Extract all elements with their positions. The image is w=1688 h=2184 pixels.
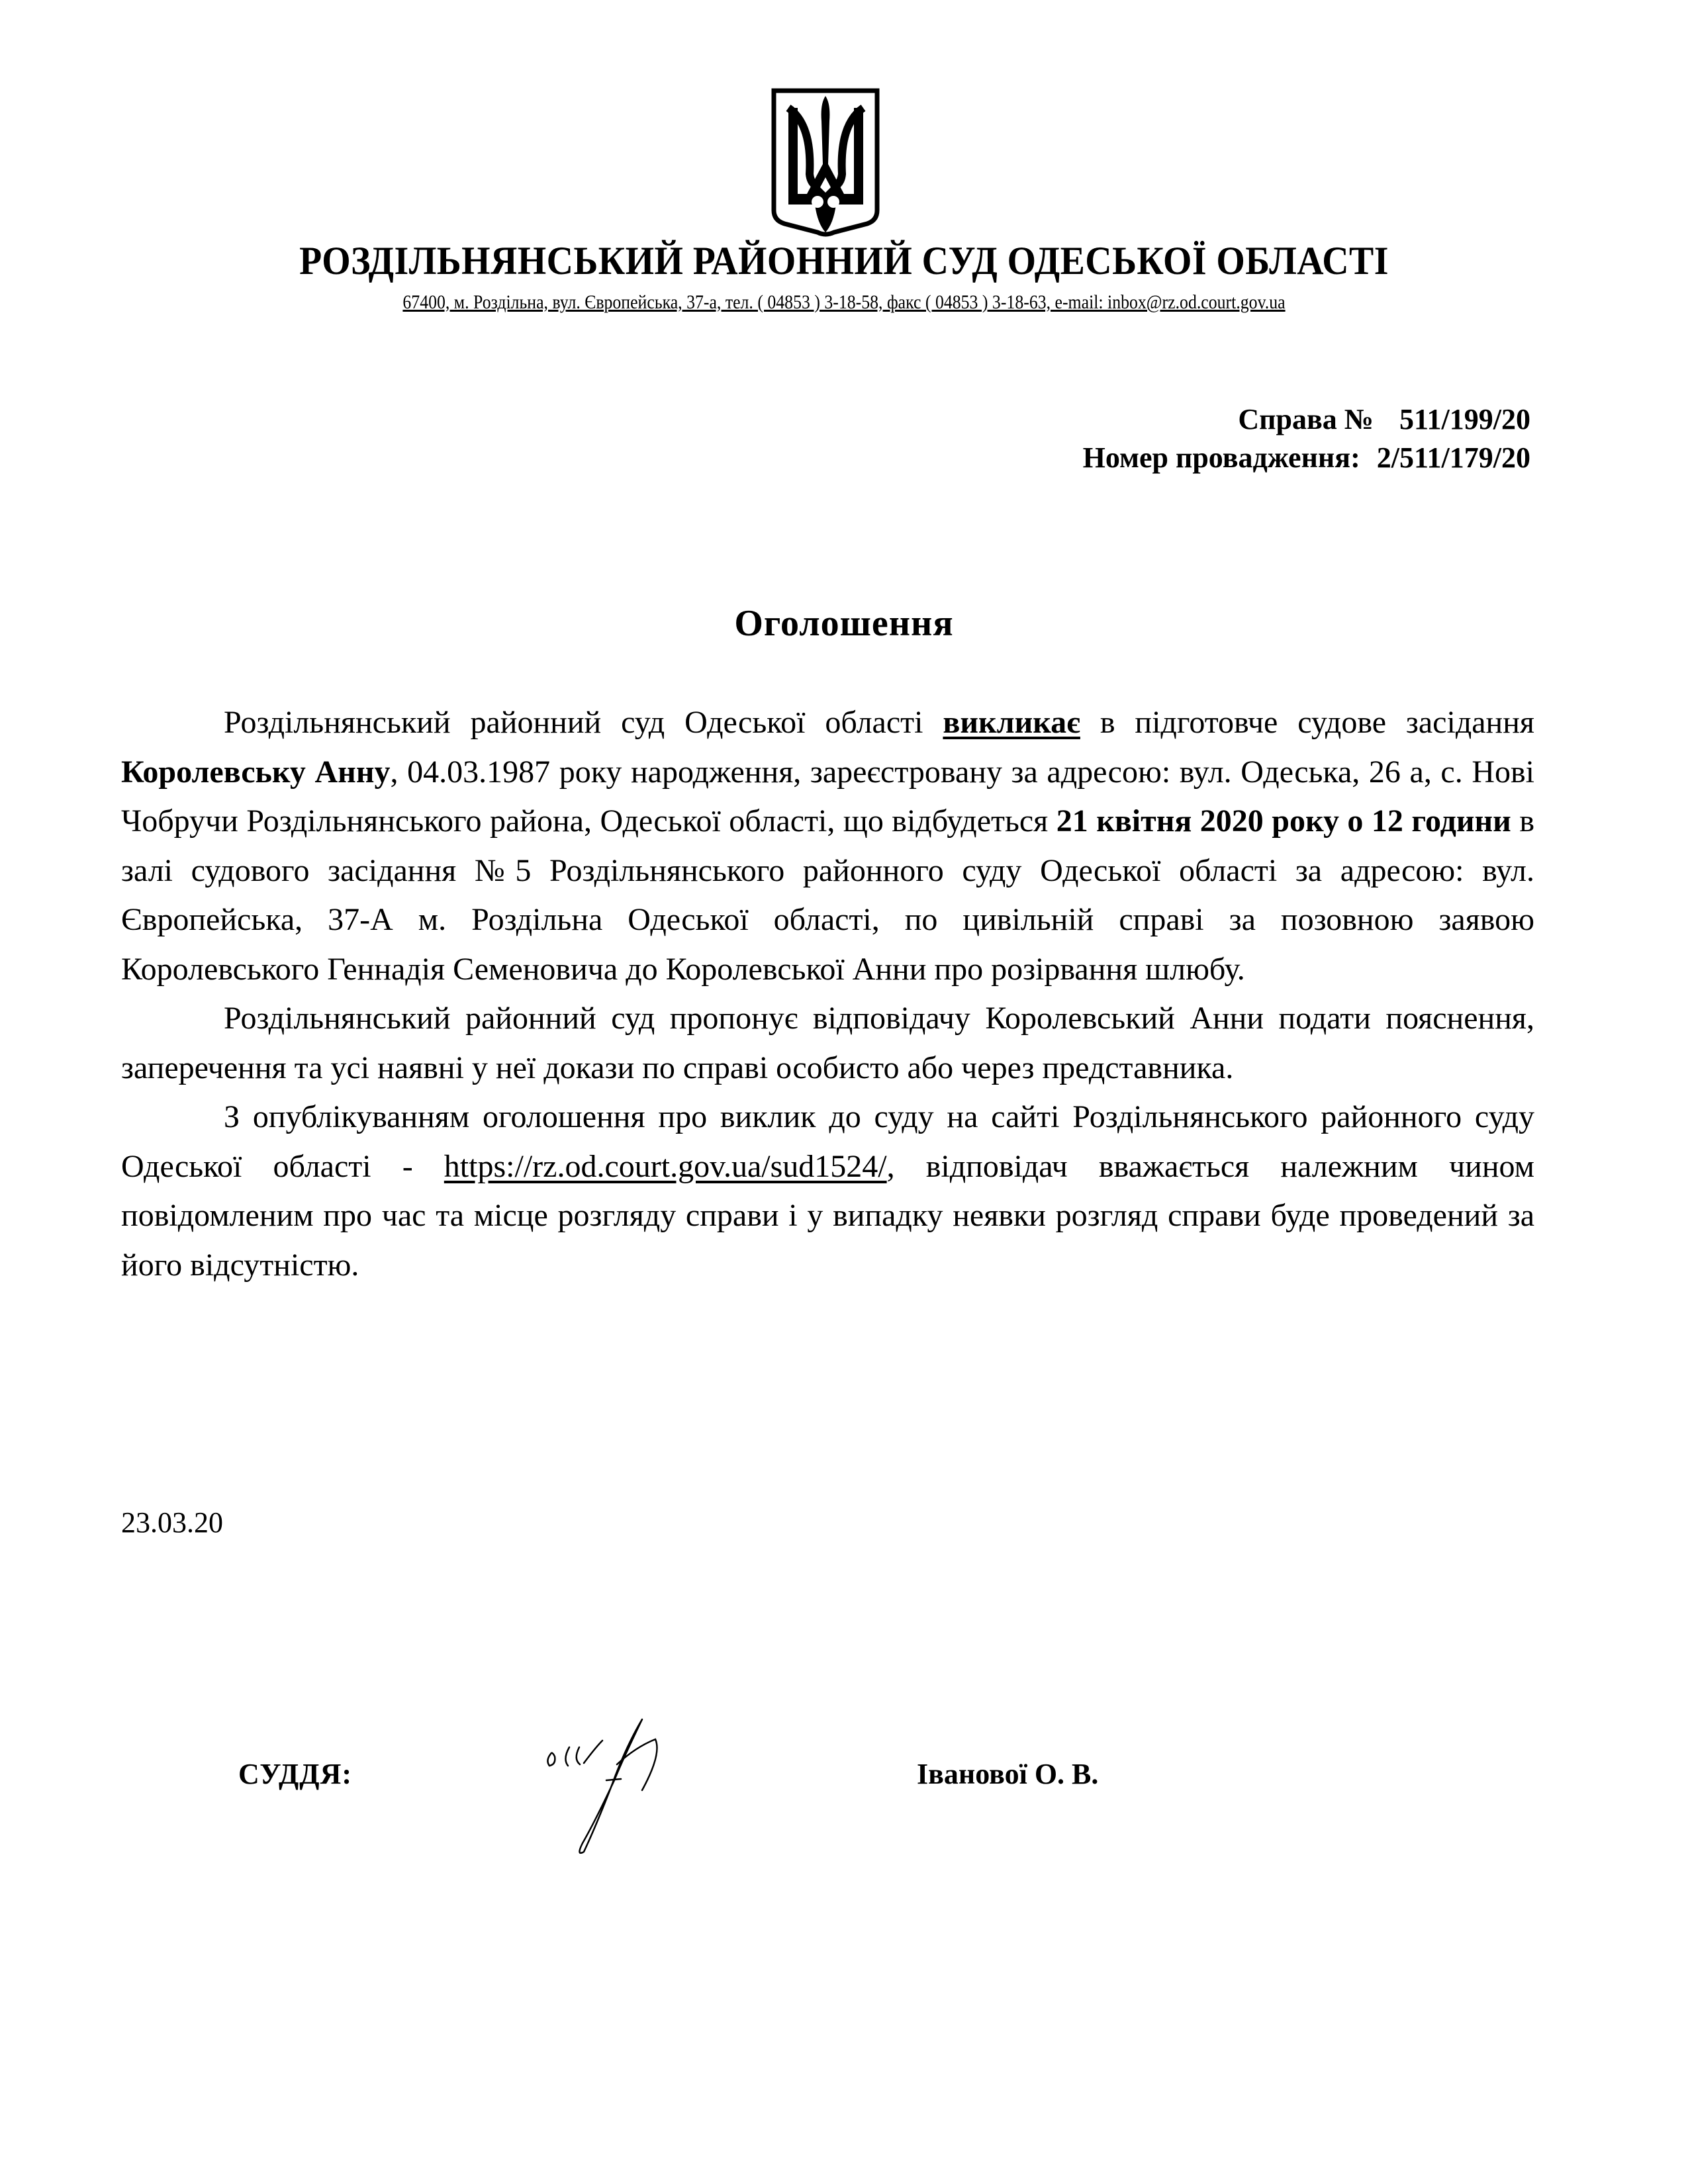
judge-label: СУДДЯ: (238, 1758, 353, 1790)
summons-text-1: Роздільнянський районний суд Одеської області (224, 705, 943, 740)
court-name-heading: РОЗДІЛЬНЯНСЬКИЙ РАЙОННИЙ СУД ОДЕСЬКОЇ ОБЛАСТІ (299, 239, 1389, 283)
summons-verb: викликає (943, 705, 1080, 740)
case-number-value: 511/199/20 (1399, 403, 1530, 435)
proceeding-number-row (1083, 439, 1530, 477)
summons-text-3: , 04.03.1987 року народження, зареєстровану за адресою: вул. Одеська, 26 а, с. Нові Чобручи Роздільнянського района, Одеської області, що відбудеться (121, 754, 1535, 839)
case-number-label: Справа № (1238, 403, 1374, 435)
hearing-datetime: 21 квітня 2020 року о 12 години (1056, 803, 1511, 839)
case-info-block (1083, 400, 1530, 477)
paragraph-proposal: Роздільнянський районний суд пропонує відповідачу Королевський Анни подати пояснення, заперечення та усі наявні у неї докази по справі особисто або через представника. (121, 1001, 1534, 1085)
announcement-body (121, 698, 1534, 1290)
judge-name: Іванової О. В. (917, 1758, 1099, 1790)
document-title: Оголошення (734, 603, 954, 644)
case-number-row (1083, 400, 1530, 439)
publication-text-2: , відповідач вважається належним чином повідомленим про час та місце розгляду справи і у випадку неявки розгляд справи буде проведений за його відсутністю. (121, 1148, 1535, 1283)
court-website-link[interactable]: https://rz.od.court.gov.ua/sud1524/ (444, 1148, 887, 1184)
ukraine-coat-of-arms-icon (771, 88, 880, 240)
document-date: 23.03.20 (121, 1506, 223, 1539)
paragraph-publication (121, 1093, 1534, 1290)
summons-text-4: в залі судового засідання №5 Роздільнянського районного суду Одеської області за адресою: вул. Європейська, 37-А м. Роздільна Одеської області, по цивільній справі за позовною заявою Королевського Геннадія Семеновича до Королевської Анни про розірвання шлюбу. (121, 803, 1534, 987)
publication-text-1: З опублікуванням оголошення про виклик до суду на сайті Роздільнянського районного суду Одеської області - (121, 1099, 1534, 1184)
defendant-name: Королевську Анну (121, 754, 391, 790)
court-address-line: 67400, м. Роздільна, вул. Європейська, 37-а, тел. ( 04853 ) 3-18-58, факс ( 04853 ) 3-18-63, e-mail: inbox@rz.od.court.gov.ua (402, 291, 1286, 313)
proceeding-number-value: 2/511/179/20 (1376, 441, 1530, 474)
proceeding-number-label: Номер провадження: (1082, 441, 1360, 474)
handwritten-signature-icon (543, 1707, 728, 1866)
paragraph-summons (121, 698, 1534, 994)
summons-text-2: в підготовче судове засідання (1080, 705, 1535, 740)
